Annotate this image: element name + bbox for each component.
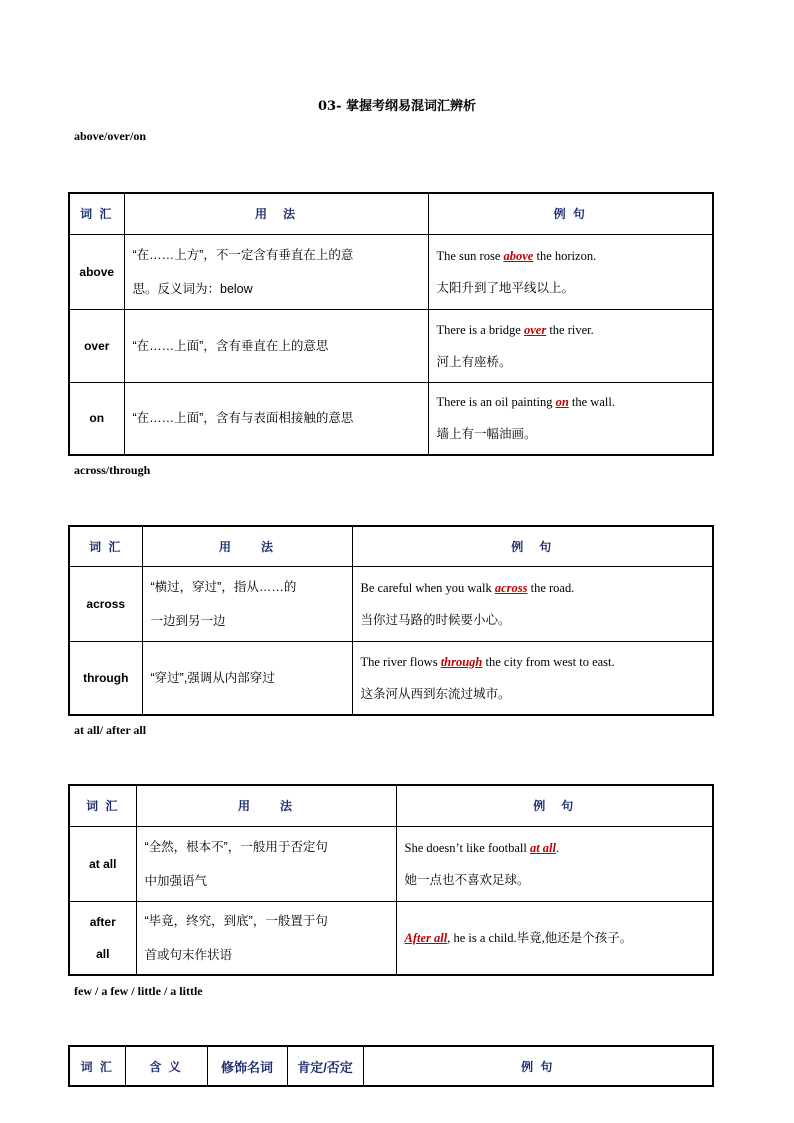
example-cell — [428, 234, 713, 309]
example-cell — [396, 901, 713, 975]
table-row — [69, 901, 713, 975]
word-cell: over — [69, 309, 124, 382]
table-row — [69, 641, 713, 715]
header-usage: 用 法 — [124, 193, 428, 234]
usage-cell — [124, 382, 428, 455]
example-zh: 这条河从西到东流过城市。 — [360, 686, 511, 701]
table-row — [69, 382, 713, 455]
table-row — [69, 309, 713, 382]
usage-line: “在……上面”，含有垂直在上的意思 — [132, 338, 329, 353]
example-cell — [428, 382, 713, 455]
page-title: 03- 掌握考纲易混词汇辨析 — [317, 99, 476, 114]
word-line: all — [96, 946, 110, 961]
word-cell: above — [69, 234, 124, 309]
section-heading-across-through: across/through — [74, 463, 151, 477]
example-cell — [352, 641, 713, 715]
table-row — [69, 234, 713, 309]
example-en: She doesn’t like football at all. — [404, 840, 560, 855]
example-zh: 墙上有一幅油画。 — [436, 427, 537, 442]
usage-line: “横过，穿过”，指从……的 — [150, 579, 297, 594]
header-example: 例 句 — [396, 785, 713, 826]
section-heading-at-all-after-all: at all/ after all — [74, 723, 147, 737]
header-example: 例 句 — [428, 193, 713, 234]
example-zh: 毕竟,他还是个孩子。 — [516, 930, 633, 945]
example-zh: 她一点也不喜欢足球。 — [404, 872, 530, 887]
header-meaning: 含 义 — [125, 1046, 207, 1086]
usage-line: 中加强语气 — [144, 873, 208, 888]
word-cell: at all — [69, 826, 136, 901]
header-example: 例 句 — [352, 526, 713, 566]
table-row — [69, 826, 713, 901]
example-cell — [428, 309, 713, 382]
word-line: after — [89, 914, 116, 929]
usage-cell — [142, 641, 352, 715]
usage-line: “在……上方”，不一定含有垂直在上的意 — [132, 247, 354, 262]
header-modifies-noun: 修饰名词 — [207, 1046, 287, 1086]
section-heading-few-little: few / a few / little / a little — [74, 984, 203, 998]
header-word: 词 汇 — [69, 1046, 125, 1086]
example-zh: 当你过马路的时候要小心。 — [360, 612, 511, 627]
usage-line: “穿过”,强调从内部穿过 — [150, 670, 275, 685]
usage-line: 首或句末作状语 — [144, 947, 233, 962]
header-word: 词 汇 — [69, 785, 136, 826]
example-en: The sun rose above the horizon. — [436, 248, 597, 263]
example-en: There is an oil painting on the wall. — [436, 395, 615, 410]
table-across-through — [68, 525, 714, 716]
usage-line: “在……上面”，含有与表面相接触的意思 — [132, 411, 354, 426]
usage-line: “全然，根本不”，一般用于否定句 — [144, 839, 328, 854]
header-usage: 用 法 — [142, 526, 352, 566]
header-usage: 用 法 — [136, 785, 396, 826]
header-positive-negative: 肯定/否定 — [287, 1046, 363, 1086]
usage-cell — [136, 826, 396, 901]
table-few-little — [68, 1045, 714, 1087]
usage-line: 思。反义词为：below — [132, 281, 253, 296]
example-cell — [396, 826, 713, 901]
word-cell: across — [69, 566, 142, 641]
example-en: After all, he is a child.毕竟,他还是个孩子。 — [404, 930, 633, 945]
word-cell — [69, 901, 136, 975]
word-cell: through — [69, 641, 142, 715]
table-at-all-after-all — [68, 784, 714, 976]
example-en: Be careful when you walk across the road. — [360, 580, 575, 595]
usage-line: 一边到另一边 — [150, 613, 226, 628]
table-row — [69, 566, 713, 641]
header-word: 词 汇 — [69, 526, 142, 566]
word-cell: on — [69, 382, 124, 455]
example-zh: 河上有座桥。 — [436, 354, 512, 369]
usage-line: “毕竟，终究，到底”，一般置于句 — [144, 913, 328, 928]
usage-cell — [124, 234, 428, 309]
example-en: The river flows through the city from west to east. — [360, 654, 615, 669]
usage-cell — [142, 566, 352, 641]
header-word: 词 汇 — [69, 193, 124, 234]
header-example: 例 句 — [363, 1046, 713, 1086]
example-zh: 太阳升到了地平线以上。 — [436, 280, 575, 295]
usage-cell — [136, 901, 396, 975]
section-heading-above-over-on: above/over/on — [74, 129, 146, 143]
example-en: There is a bridge over the river. — [436, 322, 594, 337]
table-above-over-on — [68, 192, 714, 456]
example-cell — [352, 566, 713, 641]
usage-cell — [124, 309, 428, 382]
